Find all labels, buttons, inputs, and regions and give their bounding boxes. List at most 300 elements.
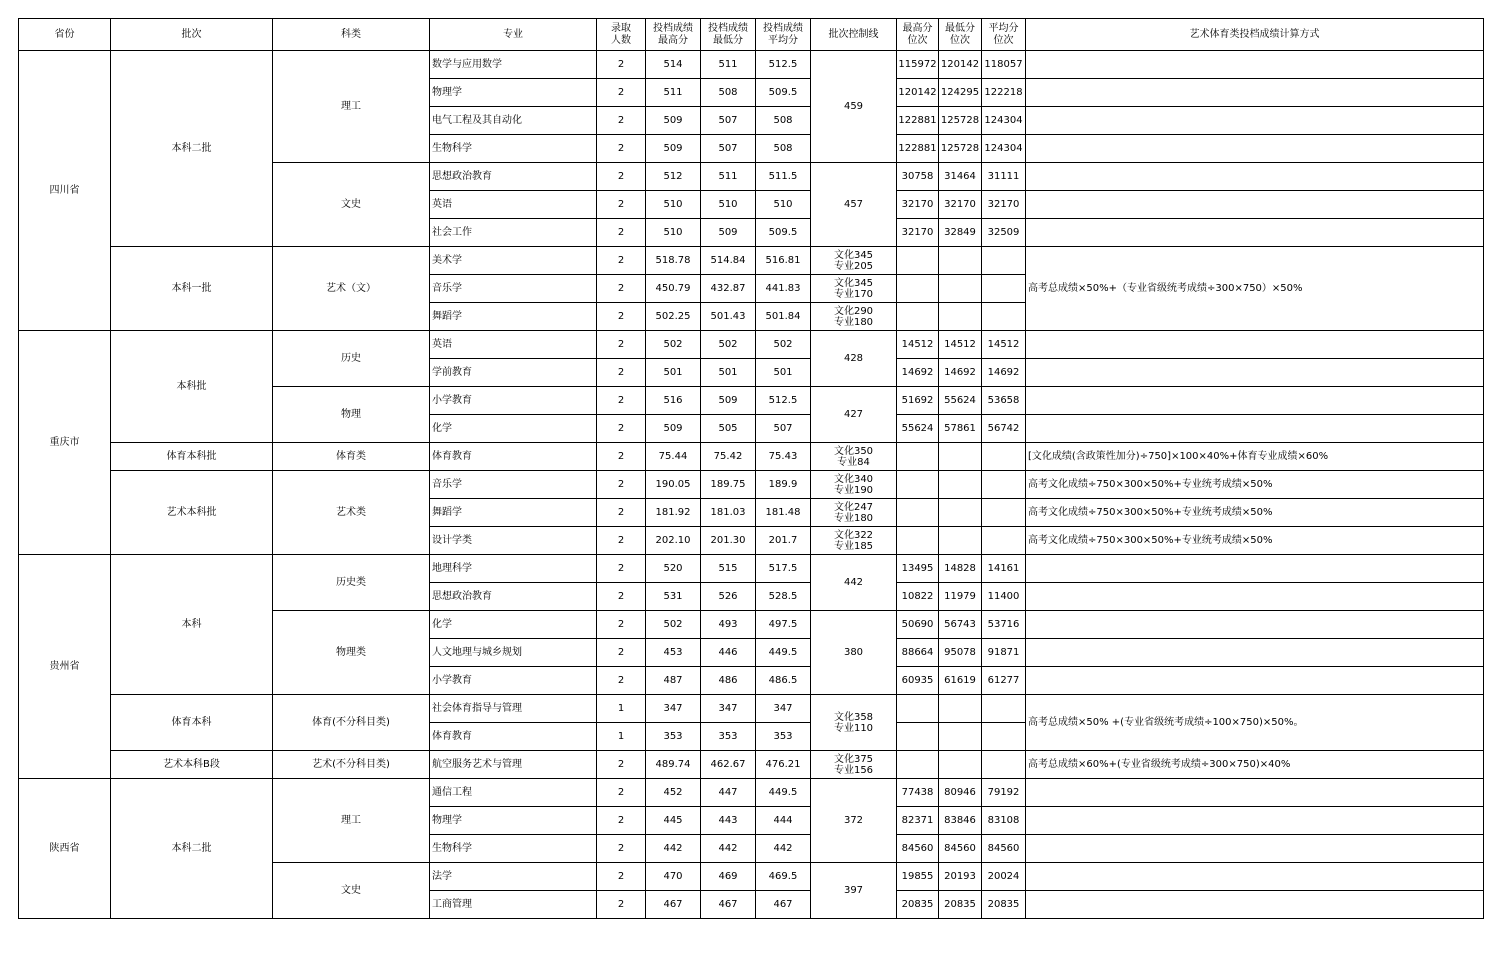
rank-min-cell: 31464: [939, 163, 982, 191]
score-min-cell: 510: [701, 191, 756, 219]
score-min-cell: 75.42: [701, 443, 756, 471]
header-province: 省份: [19, 19, 111, 51]
header-rank-max: 最高分 位次: [897, 19, 939, 51]
admit-cell: 2: [597, 751, 646, 779]
score-min-cell: 507: [701, 135, 756, 163]
formula-cell: [1026, 135, 1484, 163]
admit-cell: 1: [597, 695, 646, 723]
admit-cell: 2: [597, 387, 646, 415]
major-cell: 生物科学: [430, 835, 597, 863]
major-cell: 航空服务艺术与管理: [430, 751, 597, 779]
score-min-cell: 515: [701, 555, 756, 583]
score-max-cell: 511: [646, 79, 701, 107]
score-max-cell: 445: [646, 807, 701, 835]
score-max-cell: 442: [646, 835, 701, 863]
rank-max-cell: 50690: [897, 611, 939, 639]
category-cell: 物理: [273, 387, 430, 443]
control-line-cell: 文化247 专业180: [811, 499, 897, 527]
formula-cell: [1026, 807, 1484, 835]
score-avg-cell: 501.84: [756, 303, 811, 331]
score-min-cell: 508: [701, 79, 756, 107]
rank-max-cell: 120142: [897, 79, 939, 107]
rank-avg-cell: [982, 471, 1026, 499]
rank-avg-cell: [982, 247, 1026, 275]
rank-max-cell: [897, 471, 939, 499]
header-category: 科类: [273, 19, 430, 51]
score-min-cell: 511: [701, 51, 756, 79]
score-min-cell: 511: [701, 163, 756, 191]
rank-min-cell: 14512: [939, 331, 982, 359]
rank-min-cell: [939, 499, 982, 527]
admit-cell: 2: [597, 639, 646, 667]
category-cell: 文史: [273, 163, 430, 247]
major-cell: 思想政治教育: [430, 163, 597, 191]
header-rank-min: 最低分 位次: [939, 19, 982, 51]
score-min-cell: 462.67: [701, 751, 756, 779]
admission-score-table: [18, 18, 1484, 919]
header-admit: 录取 人数: [597, 19, 646, 51]
major-cell: 生物科学: [430, 135, 597, 163]
rank-min-cell: 80946: [939, 779, 982, 807]
major-cell: 社会体育指导与管理: [430, 695, 597, 723]
score-avg-cell: 501: [756, 359, 811, 387]
score-min-cell: 486: [701, 667, 756, 695]
rank-min-cell: [939, 275, 982, 303]
score-avg-cell: 511.5: [756, 163, 811, 191]
control-line-cell: 380: [811, 611, 897, 695]
formula-cell: [1026, 639, 1484, 667]
score-max-cell: 510: [646, 219, 701, 247]
header-rank-avg: 平均分 位次: [982, 19, 1026, 51]
header-formula: 艺术体育类投档成绩计算方式: [1026, 19, 1484, 51]
score-min-cell: 467: [701, 891, 756, 919]
rank-avg-cell: [982, 443, 1026, 471]
major-cell: 设计学类: [430, 527, 597, 555]
score-min-cell: 347: [701, 695, 756, 723]
rank-max-cell: [897, 275, 939, 303]
header-major: 专业: [430, 19, 597, 51]
major-cell: 物理学: [430, 807, 597, 835]
rank-avg-cell: 32509: [982, 219, 1026, 247]
category-cell: 艺术（文）: [273, 247, 430, 331]
formula-cell: [1026, 611, 1484, 639]
formula-cell: [1026, 779, 1484, 807]
batch-cell: 本科: [111, 555, 273, 695]
score-max-cell: 75.44: [646, 443, 701, 471]
score-max-cell: 502.25: [646, 303, 701, 331]
admit-cell: 2: [597, 135, 646, 163]
rank-avg-cell: 124304: [982, 107, 1026, 135]
score-min-cell: 447: [701, 779, 756, 807]
score-min-cell: 469: [701, 863, 756, 891]
score-avg-cell: 512.5: [756, 51, 811, 79]
score-min-cell: 505: [701, 415, 756, 443]
major-cell: 人文地理与城乡规划: [430, 639, 597, 667]
formula-cell: [1026, 415, 1484, 443]
admit-cell: 2: [597, 443, 646, 471]
rank-min-cell: 55624: [939, 387, 982, 415]
control-line-cell: 文化375 专业156: [811, 751, 897, 779]
admit-cell: 2: [597, 51, 646, 79]
rank-min-cell: [939, 443, 982, 471]
batch-cell: 体育本科批: [111, 443, 273, 471]
major-cell: 化学: [430, 611, 597, 639]
admit-cell: 2: [597, 863, 646, 891]
rank-max-cell: 122881: [897, 135, 939, 163]
score-max-cell: 509: [646, 415, 701, 443]
major-cell: 舞蹈学: [430, 303, 597, 331]
formula-cell: [1026, 359, 1484, 387]
formula-cell: [1026, 79, 1484, 107]
formula-cell: [1026, 163, 1484, 191]
score-avg-cell: 517.5: [756, 555, 811, 583]
rank-min-cell: 125728: [939, 135, 982, 163]
score-max-cell: 518.78: [646, 247, 701, 275]
batch-cell: 本科一批: [111, 247, 273, 331]
rank-avg-cell: [982, 275, 1026, 303]
major-cell: 英语: [430, 191, 597, 219]
score-min-cell: 509: [701, 219, 756, 247]
header-score-avg: 投档成绩 平均分: [756, 19, 811, 51]
category-cell: 历史: [273, 331, 430, 387]
province-cell: 重庆市: [19, 331, 111, 555]
rank-max-cell: [897, 499, 939, 527]
score-min-cell: 432.87: [701, 275, 756, 303]
major-cell: 数学与应用数学: [430, 51, 597, 79]
major-cell: 学前教育: [430, 359, 597, 387]
category-cell: 艺术类: [273, 471, 430, 555]
batch-cell: 艺术本科批: [111, 471, 273, 555]
rank-max-cell: 82371: [897, 807, 939, 835]
rank-max-cell: 32170: [897, 191, 939, 219]
score-avg-cell: 486.5: [756, 667, 811, 695]
score-max-cell: 181.92: [646, 499, 701, 527]
rank-avg-cell: 11400: [982, 583, 1026, 611]
score-avg-cell: 201.7: [756, 527, 811, 555]
batch-cell: 体育本科: [111, 695, 273, 751]
rank-avg-cell: 118057: [982, 51, 1026, 79]
rank-avg-cell: 83108: [982, 807, 1026, 835]
control-line-cell: 文化358 专业110: [811, 695, 897, 751]
score-max-cell: 450.79: [646, 275, 701, 303]
score-avg-cell: 516.81: [756, 247, 811, 275]
major-cell: 小学教育: [430, 387, 597, 415]
rank-max-cell: 77438: [897, 779, 939, 807]
score-avg-cell: 181.48: [756, 499, 811, 527]
major-cell: 工商管理: [430, 891, 597, 919]
rank-avg-cell: 79192: [982, 779, 1026, 807]
major-cell: 法学: [430, 863, 597, 891]
rank-max-cell: 115972: [897, 51, 939, 79]
rank-avg-cell: [982, 751, 1026, 779]
rank-min-cell: 57861: [939, 415, 982, 443]
score-max-cell: 487: [646, 667, 701, 695]
formula-cell: [1026, 331, 1484, 359]
rank-max-cell: [897, 751, 939, 779]
admit-cell: 2: [597, 303, 646, 331]
score-avg-cell: 476.21: [756, 751, 811, 779]
admit-cell: 2: [597, 107, 646, 135]
score-min-cell: 507: [701, 107, 756, 135]
score-avg-cell: 512.5: [756, 387, 811, 415]
major-cell: 化学: [430, 415, 597, 443]
score-max-cell: 501: [646, 359, 701, 387]
rank-min-cell: [939, 471, 982, 499]
score-max-cell: 502: [646, 331, 701, 359]
rank-min-cell: [939, 751, 982, 779]
admit-cell: 2: [597, 555, 646, 583]
score-avg-cell: 497.5: [756, 611, 811, 639]
rank-max-cell: 20835: [897, 891, 939, 919]
rank-min-cell: 14828: [939, 555, 982, 583]
rank-max-cell: 19855: [897, 863, 939, 891]
control-line-cell: 372: [811, 779, 897, 863]
rank-avg-cell: 84560: [982, 835, 1026, 863]
formula-cell: 高考文化成绩÷750×300×50%+专业统考成绩×50%: [1026, 499, 1484, 527]
table-row: [19, 443, 1484, 471]
rank-min-cell: 124295: [939, 79, 982, 107]
rank-min-cell: 95078: [939, 639, 982, 667]
rank-avg-cell: [982, 723, 1026, 751]
score-avg-cell: 75.43: [756, 443, 811, 471]
score-min-cell: 201.30: [701, 527, 756, 555]
major-cell: 地理科学: [430, 555, 597, 583]
rank-avg-cell: [982, 527, 1026, 555]
score-max-cell: 347: [646, 695, 701, 723]
control-line-cell: 文化345 专业170: [811, 275, 897, 303]
score-avg-cell: 441.83: [756, 275, 811, 303]
admit-cell: 2: [597, 163, 646, 191]
admit-cell: 2: [597, 275, 646, 303]
rank-min-cell: 11979: [939, 583, 982, 611]
major-cell: 思想政治教育: [430, 583, 597, 611]
table-row: [19, 555, 1484, 583]
table-row: [19, 779, 1484, 807]
category-cell: 体育类: [273, 443, 430, 471]
formula-cell: [1026, 51, 1484, 79]
category-cell: 物理类: [273, 611, 430, 695]
score-min-cell: 181.03: [701, 499, 756, 527]
major-cell: 舞蹈学: [430, 499, 597, 527]
formula-cell: [1026, 107, 1484, 135]
table-row: [19, 751, 1484, 779]
rank-max-cell: 14692: [897, 359, 939, 387]
rank-max-cell: 13495: [897, 555, 939, 583]
rank-min-cell: [939, 723, 982, 751]
admit-cell: 2: [597, 835, 646, 863]
score-avg-cell: 449.5: [756, 639, 811, 667]
formula-cell: [1026, 191, 1484, 219]
rank-avg-cell: 53658: [982, 387, 1026, 415]
score-max-cell: 453: [646, 639, 701, 667]
rank-avg-cell: 20024: [982, 863, 1026, 891]
score-avg-cell: 502: [756, 331, 811, 359]
major-cell: 物理学: [430, 79, 597, 107]
score-min-cell: 509: [701, 387, 756, 415]
rank-avg-cell: 31111: [982, 163, 1026, 191]
batch-cell: 本科批: [111, 331, 273, 443]
major-cell: 音乐学: [430, 275, 597, 303]
rank-avg-cell: 122218: [982, 79, 1026, 107]
rank-max-cell: 10822: [897, 583, 939, 611]
admit-cell: 2: [597, 79, 646, 107]
score-max-cell: 190.05: [646, 471, 701, 499]
score-max-cell: 514: [646, 51, 701, 79]
score-max-cell: 516: [646, 387, 701, 415]
score-min-cell: 526: [701, 583, 756, 611]
rank-avg-cell: 56742: [982, 415, 1026, 443]
score-avg-cell: 353: [756, 723, 811, 751]
batch-cell: 本科二批: [111, 51, 273, 247]
major-cell: 体育教育: [430, 723, 597, 751]
score-avg-cell: 444: [756, 807, 811, 835]
major-cell: 英语: [430, 331, 597, 359]
formula-cell: 高考文化成绩÷750×300×50%+专业统考成绩×50%: [1026, 471, 1484, 499]
rank-min-cell: [939, 527, 982, 555]
formula-cell: [1026, 863, 1484, 891]
formula-cell: [文化成绩(含政策性加分)÷750]×100×40%+体育专业成绩×60%: [1026, 443, 1484, 471]
rank-min-cell: 56743: [939, 611, 982, 639]
admit-cell: 2: [597, 471, 646, 499]
control-line-cell: 文化350 专业84: [811, 443, 897, 471]
score-avg-cell: 467: [756, 891, 811, 919]
formula-cell: [1026, 583, 1484, 611]
score-avg-cell: 510: [756, 191, 811, 219]
rank-max-cell: [897, 443, 939, 471]
rank-max-cell: 32170: [897, 219, 939, 247]
batch-cell: 本科二批: [111, 779, 273, 919]
major-cell: 音乐学: [430, 471, 597, 499]
rank-avg-cell: 91871: [982, 639, 1026, 667]
rank-min-cell: [939, 247, 982, 275]
admit-cell: 2: [597, 415, 646, 443]
score-min-cell: 501.43: [701, 303, 756, 331]
score-min-cell: 442: [701, 835, 756, 863]
score-max-cell: 509: [646, 107, 701, 135]
control-line-cell: 427: [811, 387, 897, 443]
rank-avg-cell: [982, 303, 1026, 331]
score-min-cell: 353: [701, 723, 756, 751]
rank-max-cell: 14512: [897, 331, 939, 359]
header-score-min: 投档成绩 最低分: [701, 19, 756, 51]
rank-avg-cell: 14512: [982, 331, 1026, 359]
formula-cell: [1026, 667, 1484, 695]
score-max-cell: 452: [646, 779, 701, 807]
rank-avg-cell: 14161: [982, 555, 1026, 583]
admit-cell: 2: [597, 499, 646, 527]
admit-cell: 2: [597, 247, 646, 275]
category-cell: 文史: [273, 863, 430, 919]
rank-min-cell: 120142: [939, 51, 982, 79]
rank-min-cell: [939, 303, 982, 331]
rank-min-cell: 32170: [939, 191, 982, 219]
rank-min-cell: 125728: [939, 107, 982, 135]
score-min-cell: 443: [701, 807, 756, 835]
rank-min-cell: [939, 695, 982, 723]
control-line-cell: 442: [811, 555, 897, 611]
score-avg-cell: 509.5: [756, 79, 811, 107]
score-min-cell: 493: [701, 611, 756, 639]
admit-cell: 2: [597, 583, 646, 611]
score-min-cell: 502: [701, 331, 756, 359]
rank-avg-cell: 20835: [982, 891, 1026, 919]
score-max-cell: 512: [646, 163, 701, 191]
score-min-cell: 514.84: [701, 247, 756, 275]
category-cell: 理工: [273, 51, 430, 163]
admit-cell: 2: [597, 527, 646, 555]
formula-cell: [1026, 219, 1484, 247]
rank-avg-cell: 14692: [982, 359, 1026, 387]
score-max-cell: 470: [646, 863, 701, 891]
score-max-cell: 502: [646, 611, 701, 639]
control-line-cell: 文化322 专业185: [811, 527, 897, 555]
category-cell: 艺术(不分科目类): [273, 751, 430, 779]
major-cell: 小学教育: [430, 667, 597, 695]
rank-avg-cell: 124304: [982, 135, 1026, 163]
control-line-cell: 文化340 专业190: [811, 471, 897, 499]
batch-cell: 艺术本科B段: [111, 751, 273, 779]
major-cell: 体育教育: [430, 443, 597, 471]
province-cell: 贵州省: [19, 555, 111, 779]
formula-cell: [1026, 835, 1484, 863]
province-cell: 四川省: [19, 51, 111, 331]
major-cell: 社会工作: [430, 219, 597, 247]
admit-cell: 2: [597, 807, 646, 835]
score-max-cell: 520: [646, 555, 701, 583]
major-cell: 通信工程: [430, 779, 597, 807]
rank-min-cell: 20835: [939, 891, 982, 919]
rank-max-cell: [897, 695, 939, 723]
score-avg-cell: 508: [756, 135, 811, 163]
header-score-max: 投档成绩 最高分: [646, 19, 701, 51]
score-max-cell: 509: [646, 135, 701, 163]
rank-max-cell: 84560: [897, 835, 939, 863]
score-avg-cell: 189.9: [756, 471, 811, 499]
admit-cell: 2: [597, 779, 646, 807]
table-row: [19, 247, 1484, 275]
rank-min-cell: 83846: [939, 807, 982, 835]
control-line-cell: 文化345 专业205: [811, 247, 897, 275]
rank-min-cell: 84560: [939, 835, 982, 863]
rank-avg-cell: [982, 499, 1026, 527]
formula-cell: 高考总成绩×60%+(专业省级统考成绩÷300×750)×40%: [1026, 751, 1484, 779]
rank-avg-cell: [982, 695, 1026, 723]
header-row: [19, 19, 1484, 51]
formula-cell: [1026, 891, 1484, 919]
rank-max-cell: 60935: [897, 667, 939, 695]
score-max-cell: 467: [646, 891, 701, 919]
score-avg-cell: 508: [756, 107, 811, 135]
rank-min-cell: 32849: [939, 219, 982, 247]
rank-max-cell: [897, 247, 939, 275]
header-batch: 批次: [111, 19, 273, 51]
admit-cell: 2: [597, 331, 646, 359]
major-cell: 美术学: [430, 247, 597, 275]
admit-cell: 2: [597, 611, 646, 639]
table-row: [19, 471, 1484, 499]
category-cell: 理工: [273, 779, 430, 863]
score-avg-cell: 449.5: [756, 779, 811, 807]
admit-cell: 2: [597, 891, 646, 919]
formula-cell: 高考总成绩×50%+（专业省级统考成绩÷300×750）×50%: [1026, 247, 1484, 331]
major-cell: 电气工程及其自动化: [430, 107, 597, 135]
category-cell: 体育(不分科目类): [273, 695, 430, 751]
rank-max-cell: 30758: [897, 163, 939, 191]
control-line-cell: 397: [811, 863, 897, 919]
header-control-line: 批次控制线: [811, 19, 897, 51]
rank-max-cell: [897, 527, 939, 555]
score-avg-cell: 469.5: [756, 863, 811, 891]
